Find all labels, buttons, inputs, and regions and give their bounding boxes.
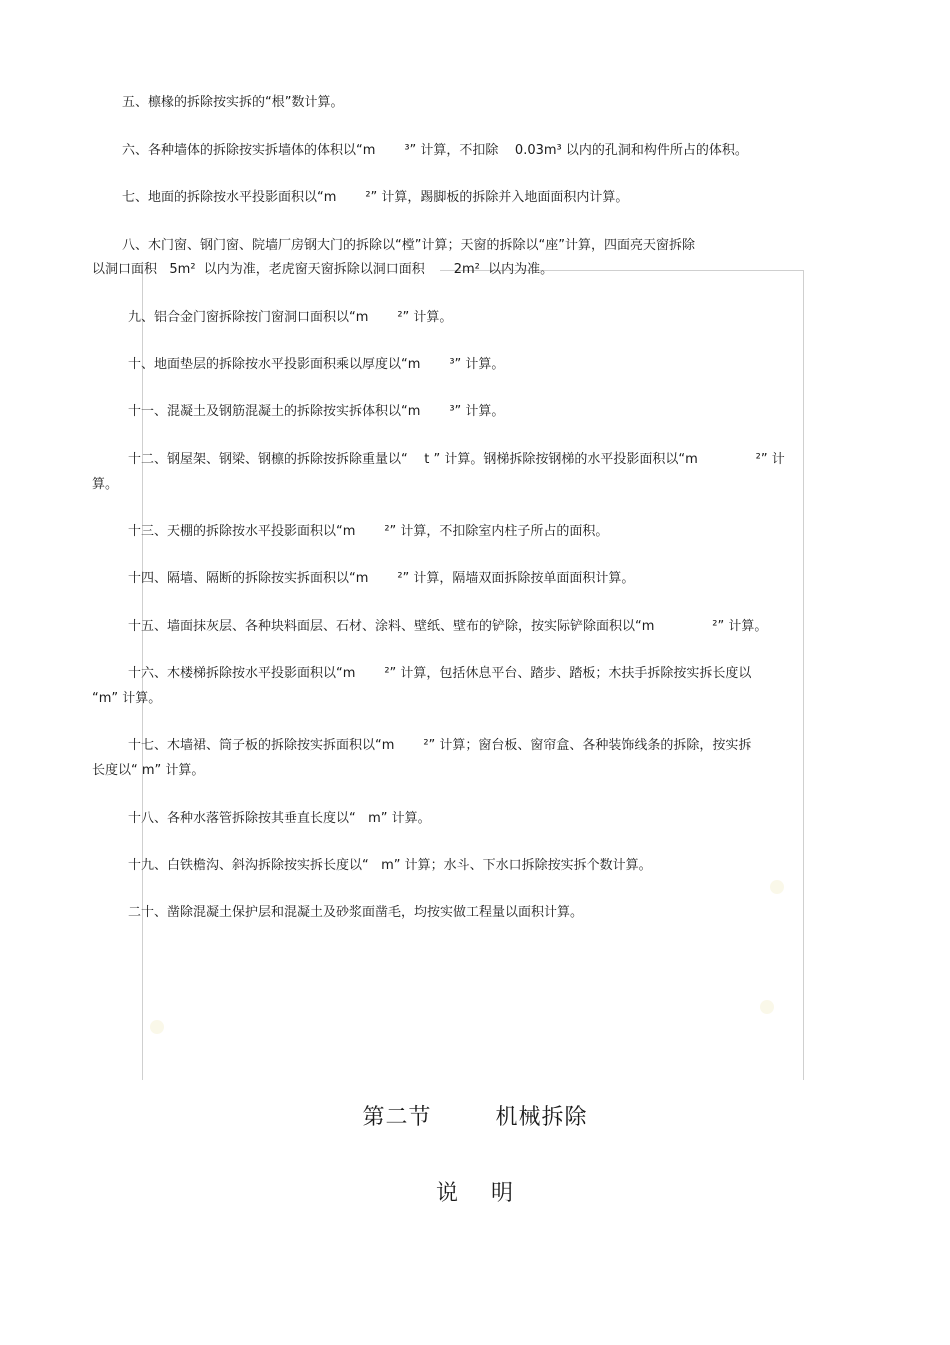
- rule-19: 十九、白铁檐沟、斜沟拆除按实拆长度以“ m” 计算；水斗、下水口拆除按实拆个数计算。: [128, 858, 652, 873]
- rule-14: 十四、隔墙、隔断的拆除按实拆面积以“m ²” 计算，隔墙双面拆除按单面面积计算。: [128, 571, 635, 586]
- rule-9: 九、铝合金门窗拆除按门窗洞口面积以“m ²” 计算。: [128, 310, 453, 325]
- scan-smudge: [760, 1000, 774, 1014]
- rule-17-line-2: 长度以“ m” 计算。: [92, 763, 205, 778]
- rule-15: 十五、墙面抹灰层、各种块料面层、石材、涂料、壁纸、壁布的铲除，按实际铲除面积以“m ²” 计算。: [128, 619, 768, 634]
- rule-18: 十八、各种水落管拆除按其垂直长度以“ m” 计算。: [128, 811, 431, 826]
- rule-6: 六、各种墙体的拆除按实拆墙体的体积以“m ³” 计算，不扣除 0.03m³ 以内的孔洞和构件所占的体积。: [122, 143, 748, 158]
- section-subtitle: 说 明: [436, 1181, 514, 1206]
- scan-smudge: [150, 1020, 164, 1034]
- rule-12-line-2: 算。: [92, 477, 119, 492]
- frame-right-line: [803, 270, 804, 1080]
- rule-11: 十一、混凝土及钢筋混凝土的拆除按实拆体积以“m ³” 计算。: [128, 404, 505, 419]
- rule-13: 十三、天棚的拆除按水平投影面积以“m ²” 计算，不扣除室内柱子所占的面积。: [128, 524, 609, 539]
- section-title: 第二节 机械拆除: [362, 1105, 588, 1130]
- rule-16-line-1: 十六、木楼梯拆除按水平投影面积以“m ²” 计算，包括休息平台、踏步、踏板；木扶手拆除按实拆长度以: [128, 666, 752, 681]
- rule-8-line-2: 以洞口面积 5m² 以内为准，老虎窗天窗拆除以洞口面积 2m² 以内为准。: [92, 262, 554, 277]
- rule-8-line-1: 八、木门窗、钢门窗、院墙厂房钢大门的拆除以“樘”计算；天窗的拆除以“座”计算，四面亮天窗拆除: [122, 238, 695, 253]
- rule-17-line-1: 十七、木墙裙、筒子板的拆除按实拆面积以“m ²” 计算；窗台板、窗帘盒、各种装饰线条的拆除，按实拆: [128, 738, 752, 753]
- rule-10: 十、地面垫层的拆除按水平投影面积乘以厚度以“m ³” 计算。: [128, 357, 505, 372]
- rule-5: 五、檩椽的拆除按实拆的“根”数计算。: [122, 95, 344, 110]
- scan-smudge: [770, 880, 784, 894]
- rule-7: 七、地面的拆除按水平投影面积以“m ²” 计算，踢脚板的拆除并入地面面积内计算。: [122, 190, 629, 205]
- rule-12-line-1: 十二、钢屋架、钢梁、钢檩的拆除按拆除重量以“ t ” 计算。钢梯拆除按钢梯的水平投影面积以“m ²” 计: [128, 452, 785, 467]
- rule-16-line-2: “m” 计算。: [92, 691, 162, 706]
- rule-20: 二十、凿除混凝土保护层和混凝土及砂浆面凿毛，均按实做工程量以面积计算。: [128, 905, 584, 920]
